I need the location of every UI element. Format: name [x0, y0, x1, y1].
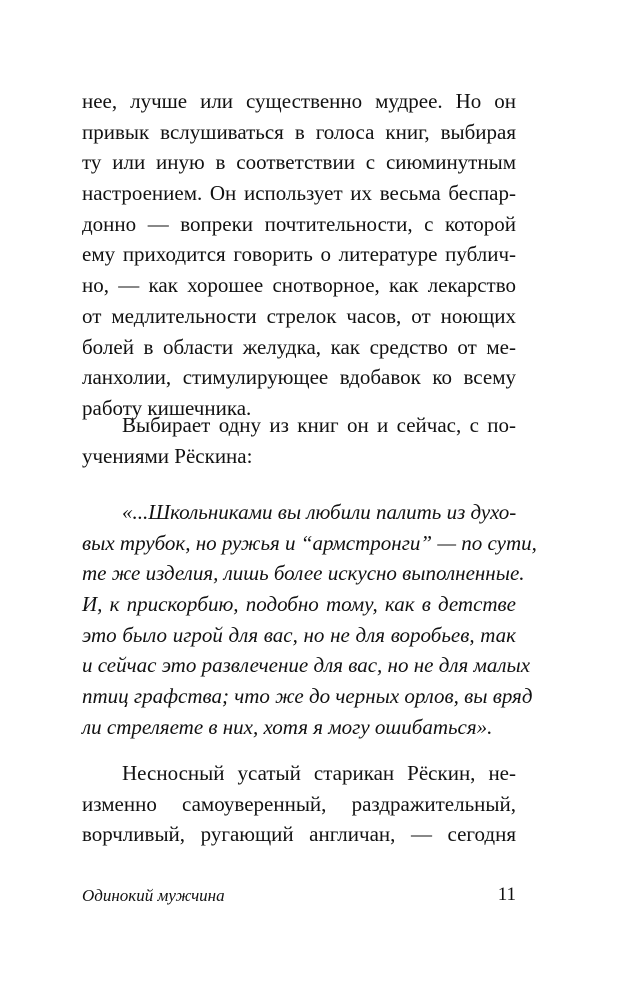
text-line: ему приходится говорить о литературе публич- — [82, 242, 516, 267]
text-line: Выбирает одну из книг он и сейчас, с по- — [122, 413, 516, 437]
text-line: изменно самоуверенный, раздражительный, — [82, 791, 516, 816]
quote-line: те же изделия, лишь более искусно выполненные. — [82, 561, 525, 586]
text-line: болей в области желудка, как средство от ме- — [82, 334, 516, 359]
quote-line: и сейчас это развлечение для вас, но не для малых — [82, 653, 531, 678]
page-number: 11 — [497, 884, 516, 905]
quote-line: птиц графства; что же до черных орлов, вы вряд — [82, 684, 533, 709]
quote-line: ли стреляете в них, хотя я могу ошибаться». — [82, 714, 493, 739]
paragraph-3 — [82, 758, 516, 850]
text-line: донно — вопреки почтительности, с которой — [82, 211, 516, 236]
quote-line: И, к прискорбию, подобно тому, как в детстве — [82, 592, 516, 617]
text-line: ту или иную в соответствии с сиюминутным — [82, 150, 516, 175]
paragraph-2 — [82, 410, 516, 471]
quote-line: «...Школьниками вы любили палить из духо- — [122, 500, 517, 524]
text-line: ланхолии, стимулирующее вдобавок ко всему — [82, 365, 516, 390]
text-line: работу кишечника. — [82, 395, 252, 420]
running-title: Одинокий мужчина — [82, 886, 225, 905]
text-line: Несносный усатый старикан Рёскин, не- — [122, 761, 516, 785]
text-line: настроением. Он использует их весьма беспар- — [82, 181, 516, 206]
text-line: от медлительности стрелок часов, от ноющих — [82, 303, 516, 328]
text-line: но, — как хорошее снотворное, как лекарство — [82, 273, 516, 298]
quote-line: вых трубок, но ружья и “армстронги” — по сути, — [82, 530, 537, 555]
quotation-block — [82, 497, 537, 743]
text-line: нее, лучше или существенно мудрее. Но он — [82, 89, 516, 113]
text-line: учениями Рёскина: — [82, 443, 253, 468]
quote-line: это было игрой для вас, но не для воробьев, так — [82, 622, 516, 647]
text-line: ворчливый, ругающий англичан, — сегодня — [82, 822, 516, 847]
paragraph-1 — [82, 86, 516, 424]
text-line: привык вслушиваться в голоса книг, выбирая — [82, 119, 516, 144]
